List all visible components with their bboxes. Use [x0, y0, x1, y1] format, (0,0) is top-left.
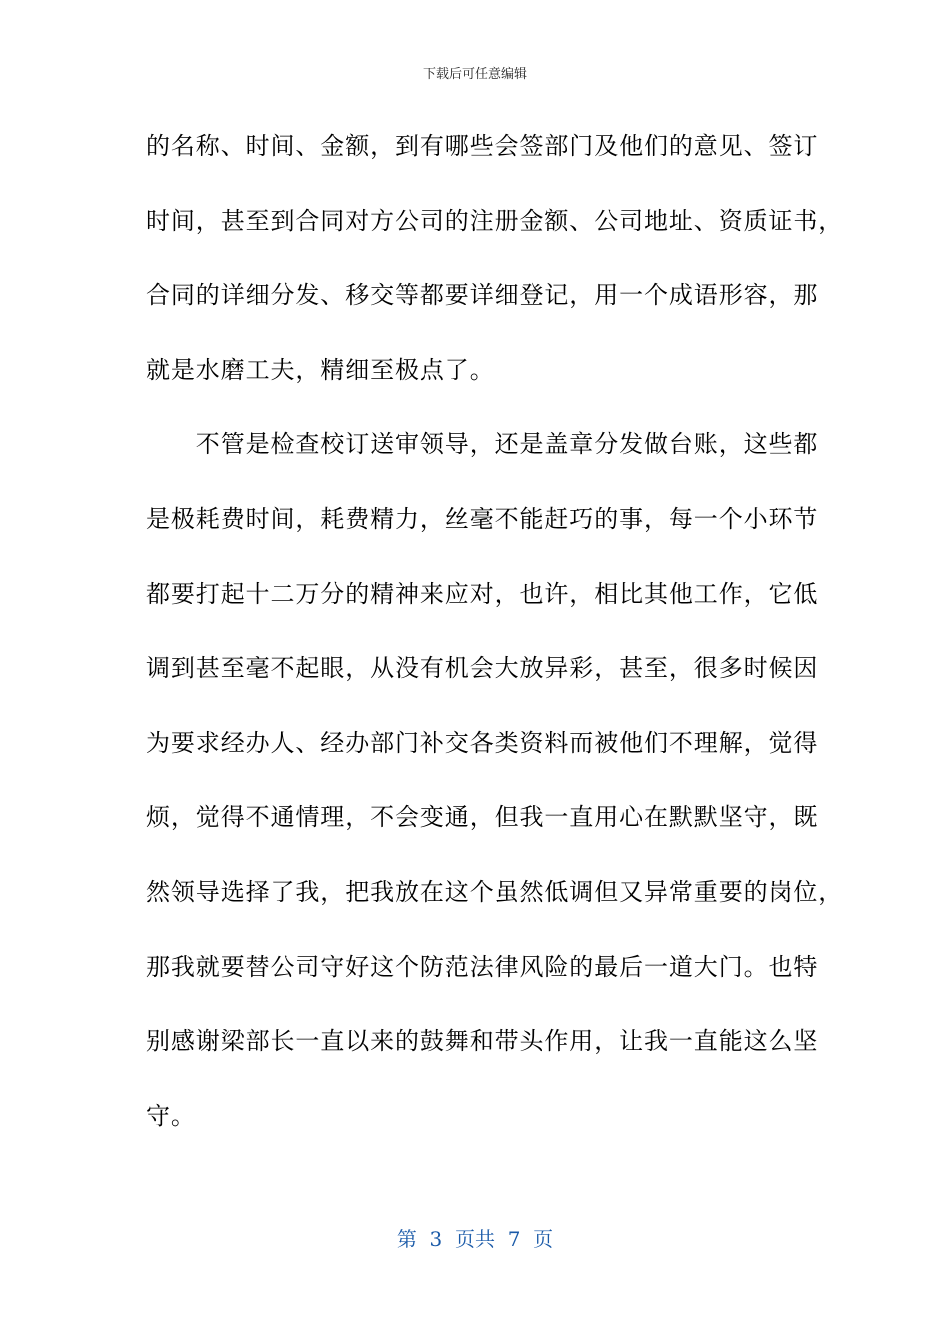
page-header: 下载后可任意编辑 [422, 67, 527, 82]
body-line: 那我就要替公司守好这个防范法律风险的最后一道大门。也特 [146, 952, 819, 981]
body-line: 烦，觉得不通情理，不会变通，但我一直用心在默默坚守，既 [146, 803, 819, 832]
body-line: 守。 [146, 1101, 196, 1130]
body-line: 为要求经办人、经办部门补交各类资料而被他们不理解，觉得 [146, 728, 819, 757]
body-line: 时间，甚至到合同对方公司的注册金额、公司地址、资质证书， [146, 206, 844, 235]
body-line: 然领导选择了我，把我放在这个虽然低调但又异常重要的岗位， [146, 877, 844, 906]
body-line: 合同的详细分发、移交等都要详细登记，用一个成语形容，那 [146, 281, 819, 310]
document-body [146, 127, 844, 1171]
body-line: 都要打起十二万分的精神来应对，也许，相比其他工作，它低 [146, 579, 819, 608]
body-line: 调到甚至毫不起眼，从没有机会大放异彩，甚至，很多时候因 [146, 654, 819, 683]
body-line: 不管是检查校订送审领导，还是盖章分发做台账，这些都 [146, 430, 819, 459]
body-line: 是极耗费时间，耗费精力，丝毫不能赶巧的事，每一个小环节 [146, 504, 819, 533]
page-number-footer: 第 3 页共 7 页 [396, 1227, 554, 1251]
body-line: 就是水磨工夫，精细至极点了。 [146, 355, 495, 384]
body-line: 的名称、时间、金额，到有哪些会签部门及他们的意见、签订 [146, 132, 819, 160]
body-line: 别感谢梁部长一直以来的鼓舞和带头作用，让我一直能这么坚 [146, 1027, 819, 1056]
